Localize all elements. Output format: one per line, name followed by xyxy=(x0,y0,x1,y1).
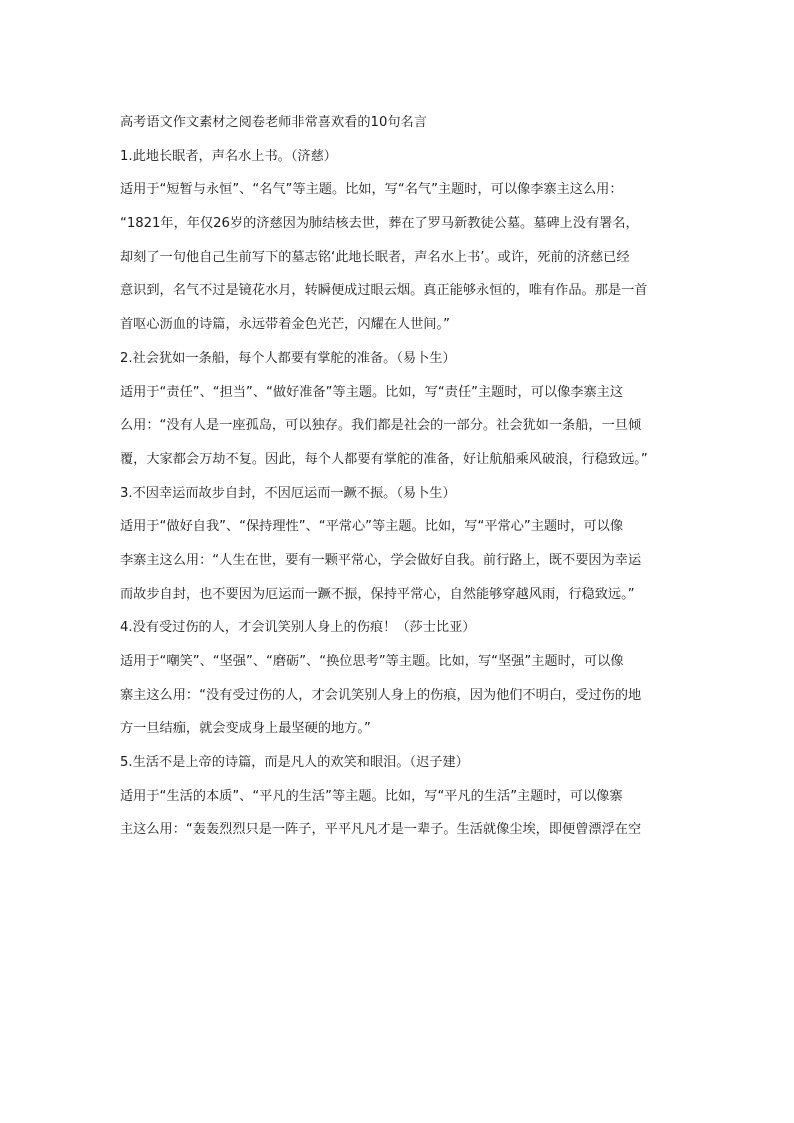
quote-heading-5: 5.生活不是上帝的诗篇，而是凡人的欢笑和眼泪。（迟子建） xyxy=(120,755,469,771)
paragraph-line: 主这么用：“轰轰烈烈只是一阵子，平平凡凡才是一辈子。生活就像尘埃，即便曾漂浮在空 xyxy=(120,822,642,838)
paragraph-line: 么用：“没有人是一座孤岛，可以独存。我们都是社会的一部分。社会犹如一条船，一旦倾 xyxy=(120,418,642,434)
paragraph-line: 意识到，名气不过是镜花水月，转瞬便成过眼云烟。真正能够永恒的，唯有作品。那是一首 xyxy=(120,283,648,299)
quote-heading-2: 2.社会犹如一条船，每个人都要有掌舵的准备。（易卜生） xyxy=(120,350,456,366)
paragraph-line: “1821年，年仅26岁的济慈因为肺结核去世，葬在了罗马新教徒公墓。墓碑上没有署名， xyxy=(120,216,639,232)
document-content xyxy=(120,106,686,847)
paragraph-line: 适用于“短暂与永恒”、“名气”等主题。比如，写“名气”主题时，可以像李寨主这么用： xyxy=(120,182,623,198)
quote-heading-1: 1.此地长眠者，声名水上书。（济慈） xyxy=(120,148,337,164)
paragraph-line: 适用于“责任”、“担当”、“做好准备”等主题。比如，写“责任”主题时，可以像李寨主这 xyxy=(120,384,624,400)
paragraph-line: 方一旦结痂，就会变成身上最坚硬的地方。” xyxy=(120,721,371,737)
paragraph-line: 覆，大家都会万劫不复。因此，每个人都要有掌舵的准备，好让航船乘风破浪，行稳致远。” xyxy=(120,451,648,467)
document-title: 高考语文作文素材之阅卷老师非常喜欢看的10句名言 xyxy=(120,115,427,130)
paragraph-line: 李寨主这么用：“人生在世，要有一颗平常心，学会做好自我。前行路上，既不要因为幸运 xyxy=(120,552,642,568)
paragraph-line: 适用于“做好自我”、“保持理性”、“平常心”等主题。比如，写“平常心”主题时，可以像 xyxy=(120,519,624,535)
quote-heading-3: 3.不因幸运而故步自封，不因厄运而一蹶不振。（易卜生） xyxy=(120,485,456,501)
paragraph-line: 却刻了一句他自己生前写下的墓志铭‘此地长眠者，声名水上书’。或许，死前的济慈已经 xyxy=(120,249,630,265)
paragraph-line: 适用于“生活的本质”、“平凡的生活”等主题。比如，写“平凡的生活”主题时，可以像寨 xyxy=(120,788,623,804)
paragraph-line: 而故步自封，也不要因为厄运而一蹶不振，保持平常心，自然能够穿越风雨，行稳致远。” xyxy=(120,586,635,602)
paragraph-line: 寨主这么用：“没有受过伤的人，才会讥笑别人身上的伤痕，因为他们不明白，受过伤的地 xyxy=(120,687,642,703)
paragraph-line: 首呕心沥血的诗篇，永远带着金色光芒，闪耀在人世间。” xyxy=(120,317,450,333)
quote-heading-4: 4.没有受过伤的人，才会讥笑别人身上的伤痕！（莎士比亚） xyxy=(120,620,476,636)
paragraph-line: 适用于“嘲笑”、“坚强”、“磨砺”、“换位思考”等主题。比如，写“坚强”主题时，可以像 xyxy=(120,654,624,669)
